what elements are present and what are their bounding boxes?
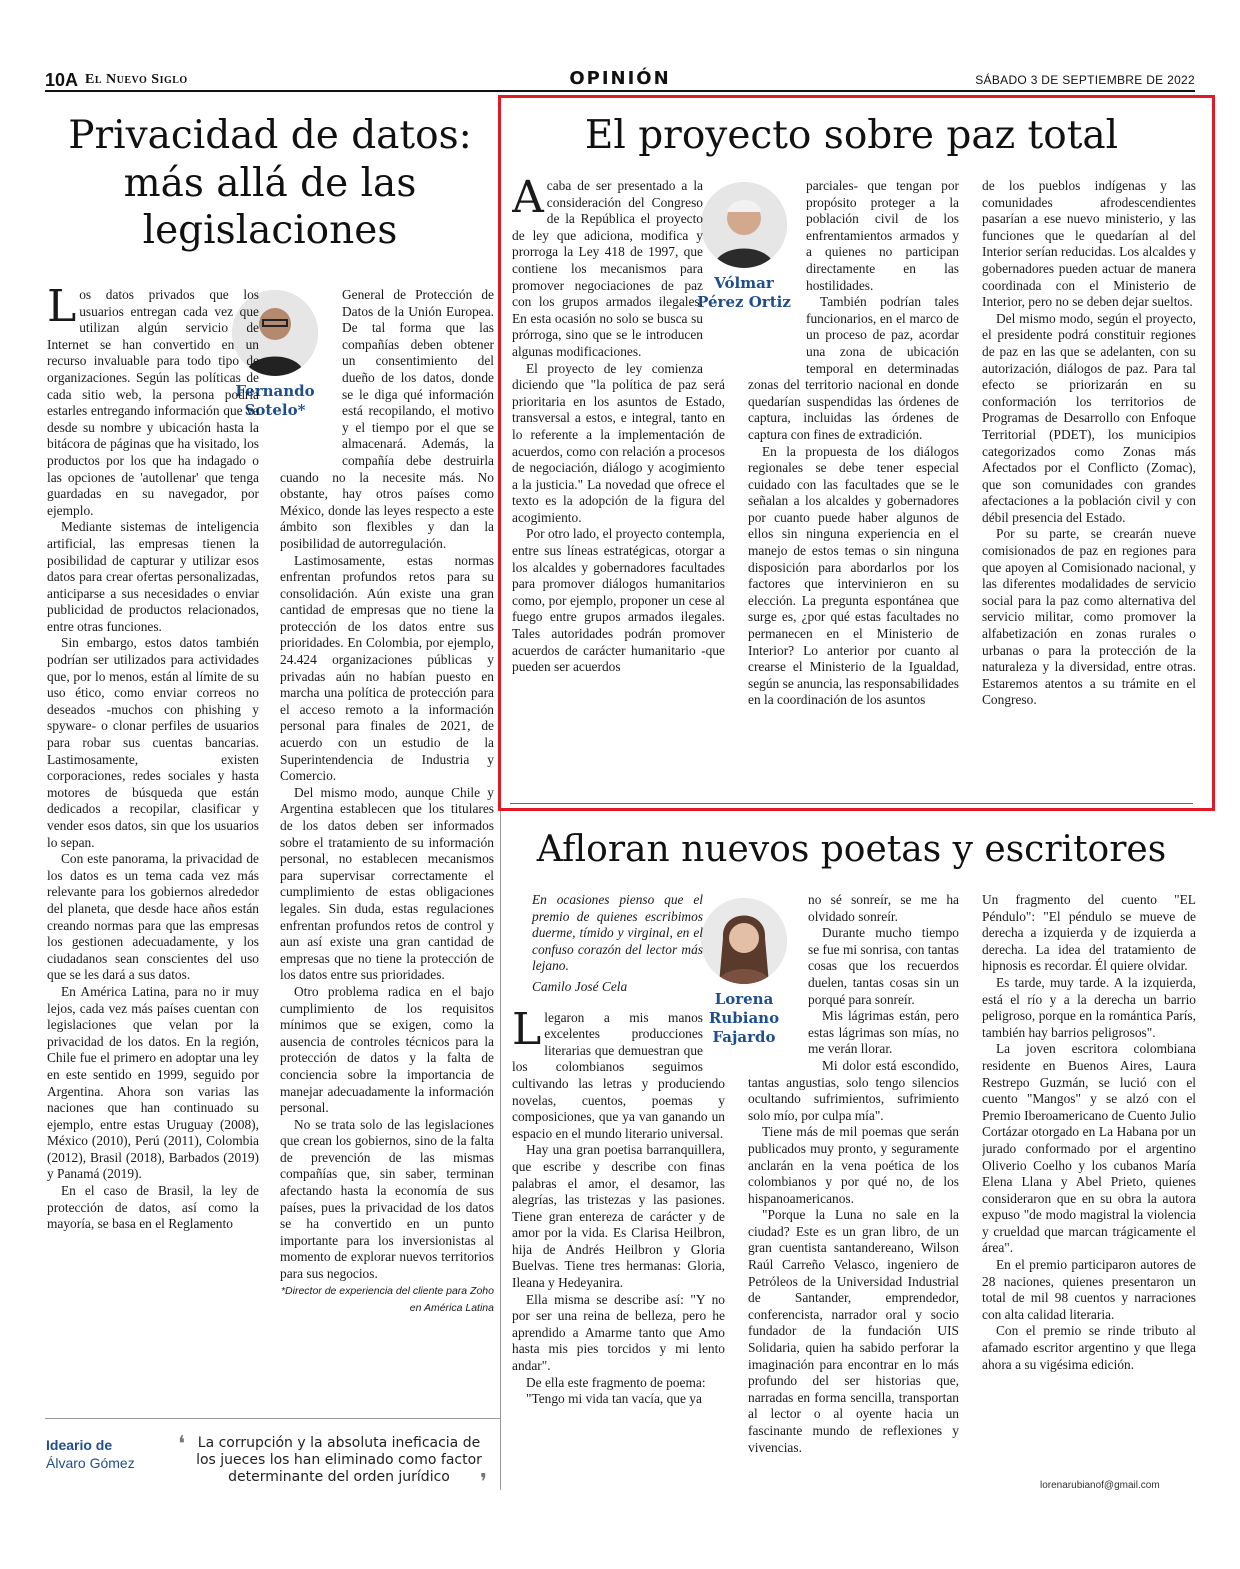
paragraph: En el caso de Brasil, la ley de protección de datos, así como la mayoría, se basa en el Reglamento: [47, 1183, 259, 1232]
photo-wrap-spacer: [748, 892, 808, 1060]
drop-cap: L: [512, 1003, 542, 1055]
author-name: Lorena Rubiano Fajardo: [708, 990, 780, 1046]
paragraph: El proyecto de ley comienza diciendo que "la política de paz será prioritaria en los asuntos de Estado, transversal a estos, e integral, tanto en lo referente a la implementación de acuerdos, como con relación a procesos de negociación, diálogo y acogimiento a la justicia." La novedad que ofrece el texto es la adopción de la figura del acogimiento.: [512, 360, 725, 525]
paragraph: Durante mucho tiempo se fue mi sonrisa, con tantas cosas que los recuerdos duelen, tantas cosas sin un porqué para sonreír.: [808, 925, 959, 1007]
paragraph: Mi dolor está escondido, tantas angustias, solo tengo silencios ocultando sufrimientos, sufrimiento solo mío, por culpa mía".: [748, 1057, 959, 1123]
page-number: 10A: [45, 70, 79, 90]
paragraph: En el premio participaron autores de 28 naciones, quienes presentaron un total de mil 98 cuentos y narraciones con alta calidad literaria.: [982, 1257, 1196, 1322]
article1-column-2: [280, 287, 494, 1407]
paragraph: de los pueblos indígenas y las comunidades afrodescendientes pasarían a ese nuevo ministerio, y las funciones que le quedarían al del Interior serían reducidas. Los alcaldes y gobernadores pueden actuar de manera coordinada con el Ministerio de Interior, pero no se deben dejar sueltos.: [982, 178, 1196, 310]
paragraph: Hay una gran poetisa barranquillera, que escribe y describe con finas palabras el amor, el desamor, las alegrías, las tristezas y las pasiones. Tiene gran entereza de carácter y de amor por la vida. Es Clarisa Heilbron, hija de Andrés Heilbron y Gloria Buelvas. Tiene tres hermanas: Gloria, Ileana y Hedeyanira.: [512, 1142, 725, 1291]
paragraph: Lastimosamente, estas normas enfrentan profundos retos para su consolidación. Aún existe una gran cantidad de empresas que no tiene la protección de los datos entre sus prioridades. En Colombia, por ejemplo, 24.424 organizaciones públicas y privadas aún no habían puesto en marcha una política de protección para el acceso remoto a la información personal para finales de 2021, de acuerdo con un estudio de la Superintendencia de Industria y Comercio.: [280, 552, 494, 784]
paragraph: No se trata solo de las legislaciones que crean los gobiernos, sino de la falta de prevención de las mismas compañías que, sin saber, terminan afectando hasta la economía de sus países, pues la privacidad de los datos se ha convertido en un punto importante para los inversionistas al momento de explorar nuevos territorios para sus negocios.: [280, 1116, 494, 1282]
paragraph: "Porque la Luna no sale en la ciudad? Este es un gran libro, de un gran cuentista santandereano, Wilson Raúl Carreño Velasco, ingeniero de Petróleos de la Universidad Industrial de Santander, emprendedor, conferencista, narrador oral y socio fundador de la fundación UIS Solidaria, quien ha sabido perforar la imaginación para encontrar en lo más profundo del ser historias que, narradas en forma sencilla, transportan al lector o al oyente hacia un fascinante mundo de reflexiones y vivencias.: [748, 1207, 959, 1455]
paragraph: "Tengo mi vida tan vacía, que ya: [526, 1391, 702, 1407]
drop-cap: A: [512, 178, 544, 223]
paragraph: De ella este fragmento de poema:: [526, 1374, 706, 1390]
ideario-author: Álvaro Gómez: [46, 1455, 135, 1471]
ideario-label: [46, 1436, 135, 1472]
paragraph: Con el premio se rinde tributo al afamado escritor argentino y que llega ahora a su vigésima edición.: [982, 1323, 1196, 1372]
paragraph: Del mismo modo, aunque Chile y Argentina establecen que los titulares de los datos deben ser informados sobre el tratamiento de su información personal, no establecen mecanismos para supervisar correctamente el cumplimiento de estas obligaciones legales. Sin duda, estas regulaciones enfrentan profundos retos de control y aun así existe una gran cantidad de empresas que no tiene la protección de los datos entre sus prioridades.: [280, 784, 494, 983]
author-name: Vólmar Pérez Ortiz: [697, 274, 791, 311]
paragraph: Sin embargo, estos datos también podrían ser utilizados para actividades que, por lo menos, están al límite de su uso ético, como enviar correos no deseados -muchos con phishing y spyware- o clonar perfiles de usuarios para robar sus cuentas bancarias. Lastimosamente, existen corporaciones, redes sociales y hasta motores de búsqueda que están dedicados a recopilar, clasificar y vender esos datos, sin que los usuarios lo sepan.: [47, 635, 259, 850]
ideario-quote: La corrupción y la absoluta ineficacia de los jueces los han eliminado como factor determinante del orden jurídico: [196, 1435, 482, 1485]
paragraph: En América Latina, para no ir muy lejos, cada vez más países cuentan con legislaciones que velan por la privacidad de los datos. En la región, Chile fue el primero en adoptar una ley en este sentido en 1999, seguido por Argentina. Ahora son varias las naciones que han continuado su ejemplo, entre estas Uruguay (2008), México (2010), Perú (2011), Colombia (2012), Brasil (2018), Barbados (2019) y Panamá (2019).: [47, 983, 259, 1182]
close-quote-icon: ❜: [480, 1470, 488, 1495]
article-title-paz: El proyecto sobre paz total: [584, 113, 1119, 158]
paragraph: General de Protección de Datos de la Unión Europea. De tal forma que las compañías deben obtener un consentimiento del dueño de los datos, donde se le diga qué información está recopilando, el motivo y el tiempo por el que se almacenará. Además, la compañía debe destruirla cuando no la necesite más. No obstante, hay otros países como México, donde las leyes respecto a este ámbito son flexibles y dan la posibilidad de autorregulación.: [280, 287, 494, 551]
article2-column-2: [748, 178, 959, 778]
paragraph: Tiene más de mil poemas que serán publicados muy pronto, y seguramente anclarán en la vena poética de los colombianos y por qué no, de los hispanoamericanos.: [748, 1124, 959, 1206]
paper-name: El Nuevo Siglo: [85, 72, 188, 87]
paragraph: Un fragmento del cuento "EL Péndulo": "El péndulo se mueve de derecha a izquierda y de izquierda a derecha. La idea del tratamiento de hipnosis es recordar. Él quiere olvidar.: [982, 892, 1196, 974]
author-email-link[interactable]: lorenarubianof@gmail.com: [1040, 1480, 1160, 1491]
paragraph: La joven escritora colombiana residente en Buenos Aires, Laura Restrepo Guzmán, se lució con el cuento "Mangos" y se alzó con el Premio Iberoamericano de Cuento Julio Cortázar otorgado en La Habana por un jurado conformado por el argentino Oliverio Coelho y los cubanos María Elena Llana y Abel Prieto, quienes consideraron que en su obra la autora expuso "de modo magistral la violencia y crueldad que marcan trágicamente el área".: [982, 1041, 1196, 1256]
paragraph: Acaba de ser presentado a la consideración del Congreso de la República el proyecto de ley que adiciona, modifica y prorroga la Ley 418 de 1997, que contiene los mecanismos para promover negociaciones de paz con los grupos armados ilegales. En esta ocasión no solo se busca su prórroga, sino que se le introducen algunas modificaciones.: [512, 178, 703, 359]
paragraph: Es tarde, muy tarde. A la izquierda, está el río y a la derecha un barrio peligroso, porque en la romántica París, también hay barrios peligrosos".: [982, 974, 1196, 1040]
photo-wrap-spacer: [703, 178, 725, 363]
ideario-heading: Ideario de: [46, 1437, 113, 1453]
paragraph: Los datos privados que los usuarios entregan cada vez que utilizan algún servicio de Internet se han convertido en un recurso invaluable para todo tipo de organizaciones. Según las políticas de cada sitio web, la persona podría estarles entregando información que va desde su nombre y ubicación hasta la bitácora de páginas que ha visitado, los productos por los que ha indagado o las opciones de 'autollenar' que tenga guardadas en su navegador, por ejemplo.: [47, 287, 259, 518]
article3-column-2: [748, 892, 959, 1492]
issue-date: SÁBADO 3 DE SEPTIEMBRE DE 2022: [975, 73, 1195, 87]
author-footnote: *Director de experiencia del cliente para Zoho en América Latina: [280, 1284, 494, 1314]
section-title: OPINIÓN: [569, 68, 671, 89]
open-quote-icon: ❛: [178, 1432, 186, 1457]
paragraph: Por otro lado, el proyecto contempla, entre sus líneas estratégicas, otorgar a los alcaldes y gobernadores facultades para promover diálogos humanitarios como, por ejemplo, proponer un cese al fuego entre grupos armados ilegales. Tales autoridades podrán promover acuerdos de carácter humanitario -que pueden ser acuerdos: [512, 526, 725, 675]
article-title-privacidad: Privacidad de datos: más allá de las legislaciones: [68, 113, 472, 254]
paragraph: Mediante sistemas de inteligencia artificial, las empresas tienen la posibilidad de capturar y utilizar esos datos para crear ofertas personalizadas, anticiparse a sus necesidades o enviar publicidad de productos relacionados, entre otras funciones.: [47, 519, 259, 634]
photo-wrap-spacer: [280, 287, 342, 459]
epigraph: En ocasiones pienso que el premio de quienes escribimos duerme, tímido y virginal, en el confuso corazón del lector más lejano.: [532, 892, 703, 974]
author-name: Fernando Sotelo*: [235, 382, 315, 419]
paragraph: Del mismo modo, según el proyecto, el presidente podrá constituir regiones de paz en las que se adelanten, con su autorización, diálogos de paz. Para tal efecto se priorizarán en su conformación los territorios de Programas de Desarrollo con Enfoque Territorial (PDET), los municipios categorizados como Zonas más Afectados por el Conflicto (Zomac), que son comunidades con grandes afectaciones a la población civil y con débil presencia del Estado.: [982, 310, 1196, 525]
article1-column-1: [47, 287, 259, 1402]
article-separator: [510, 803, 1193, 804]
paragraph: Llegaron a mis manos excelentes producciones literarias que demuestran que los colombianos seguimos cultivando las letras y produciendo novelas, cuentos, poemas y composiciones, que ya van ganando un espacio en el mundo literario universal.: [512, 1003, 725, 1141]
epigraph-author: Camilo José Cela: [532, 978, 628, 994]
photo-wrap-spacer: [748, 178, 806, 368]
photo-wrap-spacer: [703, 892, 725, 1060]
paragraph: Con este panorama, la privacidad de los datos es un tema cada vez más relevante para los gobiernos alrededor del planeta, que desde hace años están creando normas para que las empresas los gestionen adecuadamente, y los ciudadanos sean conscientes del uso que se les dará a sus datos.: [47, 851, 259, 983]
paragraph: Ella misma se describe así: "Y no por ser una reina de belleza, pero he aprendido a Amarme tanto que Amo hasta mis pies torcidos y mi lento andar".: [512, 1291, 725, 1374]
article2-column-3: [982, 178, 1196, 778]
article-title-poetas: Afloran nuevos poetas y escritores: [536, 829, 1167, 870]
paragraph: También podrían tales funcionarios, en el marco de un proceso de paz, acordar una zona de ubicación temporal en determinadas zonas del territorio nacional en donde quedarían suspendidas las órdenes de captura, incluidas las órdenes de captura con fines de extradición.: [748, 294, 959, 442]
article3-column-1: [512, 892, 725, 1492]
drop-cap: L: [47, 287, 77, 332]
paragraph: no sé sonreír, se me ha olvidado sonreír.: [808, 892, 959, 924]
paragraph: Mis lágrimas están, pero estas lágrimas son mías, no me verán llorar.: [808, 1008, 959, 1057]
article2-column-1: [512, 178, 725, 778]
masthead: [45, 68, 1195, 92]
paragraph: parciales- que tengan por propósito proteger a la población civil de los enfrentamientos armados y a quienes no participan directamente en las hostilidades.: [806, 178, 959, 293]
article3-column-3: [982, 892, 1196, 1476]
paragraph: Otro problema radica en el bajo cumplimiento de los requisitos mínimos que se exigen, como la ausencia de controles técnicos para la protección de datos y la falta de conciencia sobre la importancia de manejar adecuadamente la información personal.: [280, 983, 494, 1116]
ideario-divider: [45, 1418, 500, 1419]
paragraph: Por su parte, se crearán nueve comisionados de paz en regiones para que apoyen al Comisionado nacional, y las diferentes modalidades de servicio social para la paz como alternativa del servicio militar, como promover la alfabetización en zonas rurales o urbanas o para la protección de la naturaleza y la diversidad, entre otras. Estaremos atentos a su trámite en el Congreso.: [982, 526, 1196, 708]
paragraph: En la propuesta de los diálogos regionales se debe tener especial cuidado con las facultades que se le señalan a los alcaldes y gobernadores por cuanto puede haber algunos de ellos sin ninguna experiencia en el manejo de estos temas o sin ninguna disposición para abordarlos por los factores que intervinieron en su elección. La pregunta espontánea que surge es, ¿por qué estas facultades no permanecen en el Ministerio de Interior? Lo anterior por cuanto al crearse el Ministerio de la Igualdad, según se anuncia, las responsabilidades en la coordinación de los asuntos: [748, 443, 959, 708]
